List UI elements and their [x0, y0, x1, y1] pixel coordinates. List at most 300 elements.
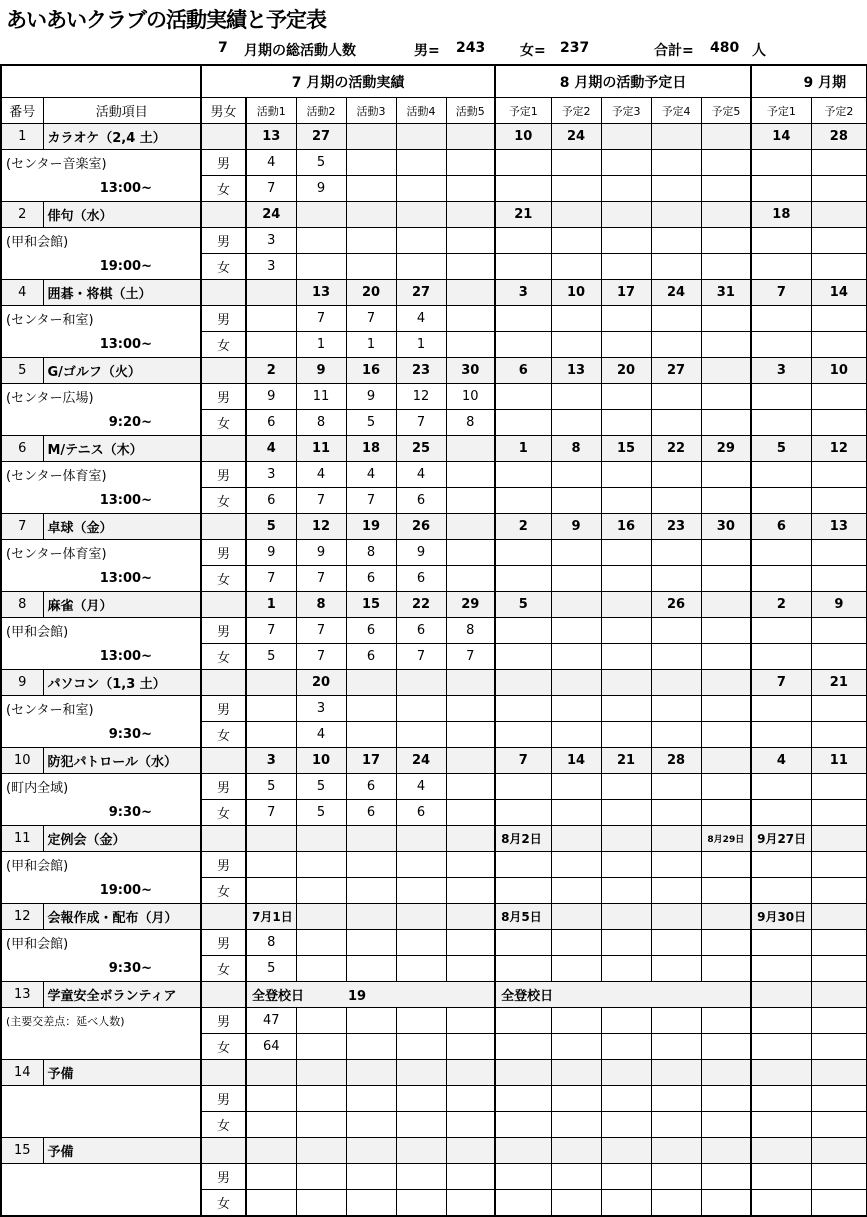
count-cell: [346, 150, 396, 176]
plan-cell: [551, 774, 601, 800]
count-cell: [446, 722, 495, 748]
plan-cell: [601, 384, 651, 410]
date-cell: [651, 124, 701, 150]
count-cell: 6: [396, 566, 446, 592]
date-cell: 10: [811, 358, 867, 384]
plan-cell: [551, 696, 601, 722]
plan-cell: [701, 1112, 751, 1138]
count-cell: [446, 540, 495, 566]
date-cell: [701, 1060, 751, 1086]
plan-cell: [495, 1086, 551, 1112]
plan-cell: [751, 722, 811, 748]
plan-cell: [495, 852, 551, 878]
count-cell: 6: [346, 774, 396, 800]
plan-cell: [551, 488, 601, 514]
date-cell: 30: [446, 358, 495, 384]
date-cell: 13: [811, 514, 867, 540]
count-cell: [296, 254, 346, 280]
female-label: 女: [201, 410, 246, 436]
count-cell: [396, 176, 446, 202]
count-cell: [446, 1112, 495, 1138]
plan-cell: [551, 800, 601, 826]
column-header-row: [1, 98, 867, 124]
count-cell: [296, 1086, 346, 1112]
count-cell: [446, 176, 495, 202]
plan-cell: [551, 722, 601, 748]
date-cell: [551, 1138, 601, 1164]
summary-label: 月期の総活動人数: [244, 43, 356, 59]
date-cell: 21: [495, 202, 551, 228]
plan-cell: [551, 644, 601, 670]
date-cell: [246, 1138, 296, 1164]
plan-cell: [495, 774, 551, 800]
plan-cell: [601, 176, 651, 202]
date-cell: 8月2日: [495, 826, 551, 852]
plan-cell: [651, 228, 701, 254]
count-cell: [246, 1190, 296, 1217]
plan-cell: [811, 228, 867, 254]
count-cell: 4: [296, 462, 346, 488]
sex-blank: [201, 1138, 246, 1164]
count-cell: [396, 1190, 446, 1217]
plan-cell: [495, 566, 551, 592]
date-cell: [601, 904, 651, 930]
date-cell: [446, 124, 495, 150]
date-cell: [811, 1138, 867, 1164]
female-count-row: [1, 644, 867, 670]
count-cell: [296, 1112, 346, 1138]
plan-cell: [651, 254, 701, 280]
plan-cell: [651, 1164, 701, 1190]
count-cell: 7: [246, 618, 296, 644]
activity-time: 13:00~: [1, 176, 201, 202]
plan-cell: [751, 1008, 811, 1034]
plan-cell: [601, 410, 651, 436]
date-cell: 2: [751, 592, 811, 618]
female-total: 237: [560, 40, 590, 56]
date-cell: [446, 514, 495, 540]
activity-number: 13: [1, 982, 43, 1008]
male-count-row: [1, 1086, 867, 1112]
male-count-row: [1, 1008, 867, 1034]
count-cell: [346, 228, 396, 254]
plan-cell: [811, 852, 867, 878]
female-count-row: [1, 488, 867, 514]
count-cell: 4: [396, 462, 446, 488]
activity-row: [1, 514, 867, 540]
plan-cell: [601, 878, 651, 904]
date-cell: 1: [495, 436, 551, 462]
count-cell: [396, 228, 446, 254]
activity-name: 囲碁・将棋（土）: [43, 280, 201, 306]
date-cell: [396, 124, 446, 150]
count-cell: [346, 1164, 396, 1190]
activity-number: 11: [1, 826, 43, 852]
count-cell: 8: [446, 618, 495, 644]
count-cell: 7: [246, 800, 296, 826]
july-special: [246, 982, 495, 1008]
plan-cell: [651, 462, 701, 488]
plan-cell: [751, 618, 811, 644]
count-cell: [446, 150, 495, 176]
plan-cell: [551, 176, 601, 202]
plan-cell: [701, 1034, 751, 1060]
date-cell: 22: [651, 436, 701, 462]
column-header: 番号: [1, 98, 43, 124]
activity-time: 9:20~: [1, 410, 201, 436]
date-cell: [701, 124, 751, 150]
female-label: 女: [201, 644, 246, 670]
activity-time: 19:00~: [1, 878, 201, 904]
count-cell: 7: [396, 410, 446, 436]
activity-name: M/テニス（木）: [43, 436, 201, 462]
date-cell: 18: [751, 202, 811, 228]
date-cell: [446, 904, 495, 930]
female-label: 女: [201, 488, 246, 514]
plan-cell: [701, 1008, 751, 1034]
date-cell: 4: [246, 436, 296, 462]
plan-cell: [601, 644, 651, 670]
plan-cell: [601, 618, 651, 644]
date-cell: 19: [346, 514, 396, 540]
plan-cell: [551, 1112, 601, 1138]
column-header: 予定2: [811, 98, 867, 124]
plan-cell: [701, 956, 751, 982]
date-cell: 6: [495, 358, 551, 384]
count-cell: 9: [346, 384, 396, 410]
activity-row: [1, 748, 867, 774]
column-header: 活動2: [296, 98, 346, 124]
date-cell: [751, 1060, 811, 1086]
plan-cell: [551, 254, 601, 280]
activity-place: (甲和会館): [1, 228, 201, 254]
date-cell: 20: [601, 358, 651, 384]
count-cell: 5: [296, 150, 346, 176]
count-cell: 9: [396, 540, 446, 566]
plan-cell: [495, 644, 551, 670]
date-cell: [551, 904, 601, 930]
activity-time: 13:00~: [1, 332, 201, 358]
count-cell: 3: [246, 254, 296, 280]
total-label: 合計=: [654, 43, 694, 59]
date-cell: 27: [296, 124, 346, 150]
female-count-row: [1, 722, 867, 748]
date-cell: [601, 826, 651, 852]
date-cell: [246, 1060, 296, 1086]
date-cell: [446, 202, 495, 228]
count-cell: [346, 722, 396, 748]
male-label: 男: [201, 852, 246, 878]
count-cell: 7: [296, 566, 346, 592]
count-cell: [296, 228, 346, 254]
column-header: 男女: [201, 98, 246, 124]
date-cell: [296, 1138, 346, 1164]
male-label: 男: [201, 150, 246, 176]
plan-cell: [601, 1190, 651, 1217]
count-cell: [246, 306, 296, 332]
count-cell: 7: [346, 306, 396, 332]
count-cell: 5: [246, 956, 296, 982]
sex-blank: [201, 904, 246, 930]
date-cell: 3: [495, 280, 551, 306]
plan-cell: [751, 1112, 811, 1138]
plan-cell: [701, 1190, 751, 1217]
plan-cell: [495, 306, 551, 332]
date-cell: 21: [601, 748, 651, 774]
count-cell: 7: [446, 644, 495, 670]
date-cell: 28: [811, 124, 867, 150]
count-cell: [446, 930, 495, 956]
count-cell: [396, 150, 446, 176]
date-cell: [346, 904, 396, 930]
plan-cell: [601, 1164, 651, 1190]
count-cell: [446, 254, 495, 280]
plan-cell: [751, 852, 811, 878]
plan-cell: [811, 384, 867, 410]
plan-cell: [601, 1112, 651, 1138]
male-label: 男: [201, 384, 246, 410]
plan-cell: [811, 1190, 867, 1217]
column-header: 予定1: [751, 98, 811, 124]
plan-cell: [651, 722, 701, 748]
plan-cell: [751, 384, 811, 410]
activity-place: (主要交差点：延べ人数): [1, 1008, 201, 1034]
activity-place: (町内全域): [1, 774, 201, 800]
plan-cell: [701, 644, 751, 670]
plan-cell: [601, 774, 651, 800]
date-cell: [701, 904, 751, 930]
male-label: 男: [201, 774, 246, 800]
count-cell: 4: [396, 774, 446, 800]
plan-cell: [601, 332, 651, 358]
count-cell: 9: [246, 384, 296, 410]
sex-blank: [201, 514, 246, 540]
activity-name: 予備: [43, 1138, 201, 1164]
count-cell: 5: [296, 774, 346, 800]
date-cell: 3: [246, 748, 296, 774]
date-cell: [296, 202, 346, 228]
date-cell: [551, 670, 601, 696]
plan-cell: [811, 410, 867, 436]
plan-cell: [651, 1112, 701, 1138]
activity-name: 定例会（金）: [43, 826, 201, 852]
activity-place: (センター音楽室): [1, 150, 201, 176]
plan-cell: [551, 852, 601, 878]
date-cell: 20: [296, 670, 346, 696]
date-cell: [601, 592, 651, 618]
count-cell: [446, 1190, 495, 1217]
plan-cell: [495, 1190, 551, 1217]
plan-cell: [751, 228, 811, 254]
plan-cell: [601, 930, 651, 956]
grand-total: 480: [710, 40, 740, 56]
date-cell: [601, 1060, 651, 1086]
plan-cell: [751, 644, 811, 670]
plan-cell: [701, 696, 751, 722]
male-count-row: [1, 150, 867, 176]
date-cell: 27: [651, 358, 701, 384]
count-cell: 4: [346, 462, 396, 488]
date-cell: 16: [601, 514, 651, 540]
plan-cell: [651, 566, 701, 592]
plan-cell: [601, 1034, 651, 1060]
date-cell: [601, 1138, 651, 1164]
date-cell: 7: [751, 280, 811, 306]
plan-cell: [701, 722, 751, 748]
plan-cell: [551, 878, 601, 904]
male-label: 男=: [414, 43, 440, 59]
plan-cell: [811, 800, 867, 826]
column-header: 予定4: [651, 98, 701, 124]
count-cell: [246, 852, 296, 878]
date-cell: 24: [246, 202, 296, 228]
plan-cell: [651, 1190, 701, 1217]
sep-header: 9 月期: [751, 65, 867, 98]
activity-place: (甲和会館): [1, 930, 201, 956]
date-cell: [651, 1138, 701, 1164]
date-cell: [651, 826, 701, 852]
plan-cell: [701, 566, 751, 592]
count-cell: [346, 1086, 396, 1112]
plan-cell: [551, 540, 601, 566]
count-cell: [296, 878, 346, 904]
plan-cell: [811, 1086, 867, 1112]
sex-blank: [201, 436, 246, 462]
plan-cell: [551, 306, 601, 332]
aug-header: 8 月期の活動予定日: [495, 65, 751, 98]
count-cell: 1: [346, 332, 396, 358]
count-cell: [446, 774, 495, 800]
date-cell: 13: [246, 124, 296, 150]
date-cell: 20: [346, 280, 396, 306]
sex-blank: [201, 982, 246, 1008]
plan-cell: [751, 462, 811, 488]
date-cell: 29: [701, 436, 751, 462]
activity-row: [1, 1138, 867, 1164]
plan-cell: [495, 254, 551, 280]
plan-cell: [551, 1008, 601, 1034]
count-cell: [396, 696, 446, 722]
count-cell: 8: [346, 540, 396, 566]
count-cell: 10: [446, 384, 495, 410]
date-cell: 24: [396, 748, 446, 774]
plan-cell: [651, 540, 701, 566]
count-cell: [346, 956, 396, 982]
column-header: 予定1: [495, 98, 551, 124]
plan-cell: [701, 774, 751, 800]
activity-table: [0, 64, 867, 1217]
activity-time: 9:30~: [1, 956, 201, 982]
plan-cell: [701, 800, 751, 826]
plan-cell: [701, 878, 751, 904]
plan-cell: [701, 150, 751, 176]
activity-name: 卓球（金）: [43, 514, 201, 540]
male-label: 男: [201, 696, 246, 722]
activity-number: 15: [1, 1138, 43, 1164]
activity-name: G/ゴルフ（火）: [43, 358, 201, 384]
activity-blank: [1, 1164, 201, 1217]
count-cell: [446, 956, 495, 982]
male-count-row: [1, 1164, 867, 1190]
summary-month: 7: [218, 40, 228, 56]
plan-cell: [651, 774, 701, 800]
activity-name: 麻雀（月）: [43, 592, 201, 618]
column-header: 活動4: [396, 98, 446, 124]
date-cell: 30: [701, 514, 751, 540]
plan-cell: [495, 488, 551, 514]
count-cell: [346, 176, 396, 202]
date-cell: [346, 1138, 396, 1164]
date-cell: 2: [246, 358, 296, 384]
plan-cell: [811, 644, 867, 670]
count-cell: 8: [296, 410, 346, 436]
plan-cell: [495, 540, 551, 566]
date-cell: 12: [811, 436, 867, 462]
count-cell: [296, 1164, 346, 1190]
count-cell: [296, 852, 346, 878]
date-cell: 8月29日: [701, 826, 751, 852]
activity-place: (センター和室): [1, 306, 201, 332]
activity-time: 19:00~: [1, 254, 201, 280]
count-cell: 8: [446, 410, 495, 436]
count-cell: 5: [346, 410, 396, 436]
count-cell: [396, 1008, 446, 1034]
date-cell: [396, 1060, 446, 1086]
activity-row: [1, 280, 867, 306]
plan-cell: [701, 1086, 751, 1112]
plan-cell: [651, 488, 701, 514]
date-cell: [811, 826, 867, 852]
date-cell: 14: [811, 280, 867, 306]
plan-cell: [495, 696, 551, 722]
plan-cell: [551, 1164, 601, 1190]
date-cell: 8: [551, 436, 601, 462]
female-label: 女: [201, 176, 246, 202]
count-cell: [246, 1112, 296, 1138]
plan-cell: [551, 956, 601, 982]
plan-cell: [495, 410, 551, 436]
plan-cell: [811, 306, 867, 332]
count-cell: 7: [246, 176, 296, 202]
plan-cell: [495, 1112, 551, 1138]
plan-cell: [701, 930, 751, 956]
count-cell: [346, 852, 396, 878]
female-label: 女: [201, 800, 246, 826]
male-count-row: [1, 462, 867, 488]
count-cell: 9: [296, 540, 346, 566]
date-cell: 27: [396, 280, 446, 306]
all-school-days-label: 全登校日: [252, 989, 305, 1004]
count-cell: 6: [396, 618, 446, 644]
sex-blank: [201, 202, 246, 228]
count-cell: 7: [296, 306, 346, 332]
count-cell: 6: [246, 488, 296, 514]
plan-cell: [811, 1008, 867, 1034]
plan-cell: [601, 1086, 651, 1112]
plan-cell: [601, 696, 651, 722]
activity-time: 13:00~: [1, 488, 201, 514]
plan-cell: [751, 1034, 811, 1060]
count-cell: [446, 1086, 495, 1112]
plan-cell: [601, 956, 651, 982]
date-cell: 17: [601, 280, 651, 306]
male-count-row: [1, 306, 867, 332]
plan-cell: [811, 878, 867, 904]
plan-cell: [811, 176, 867, 202]
plan-cell: [751, 696, 811, 722]
date-cell: [651, 904, 701, 930]
plan-cell: [551, 1086, 601, 1112]
